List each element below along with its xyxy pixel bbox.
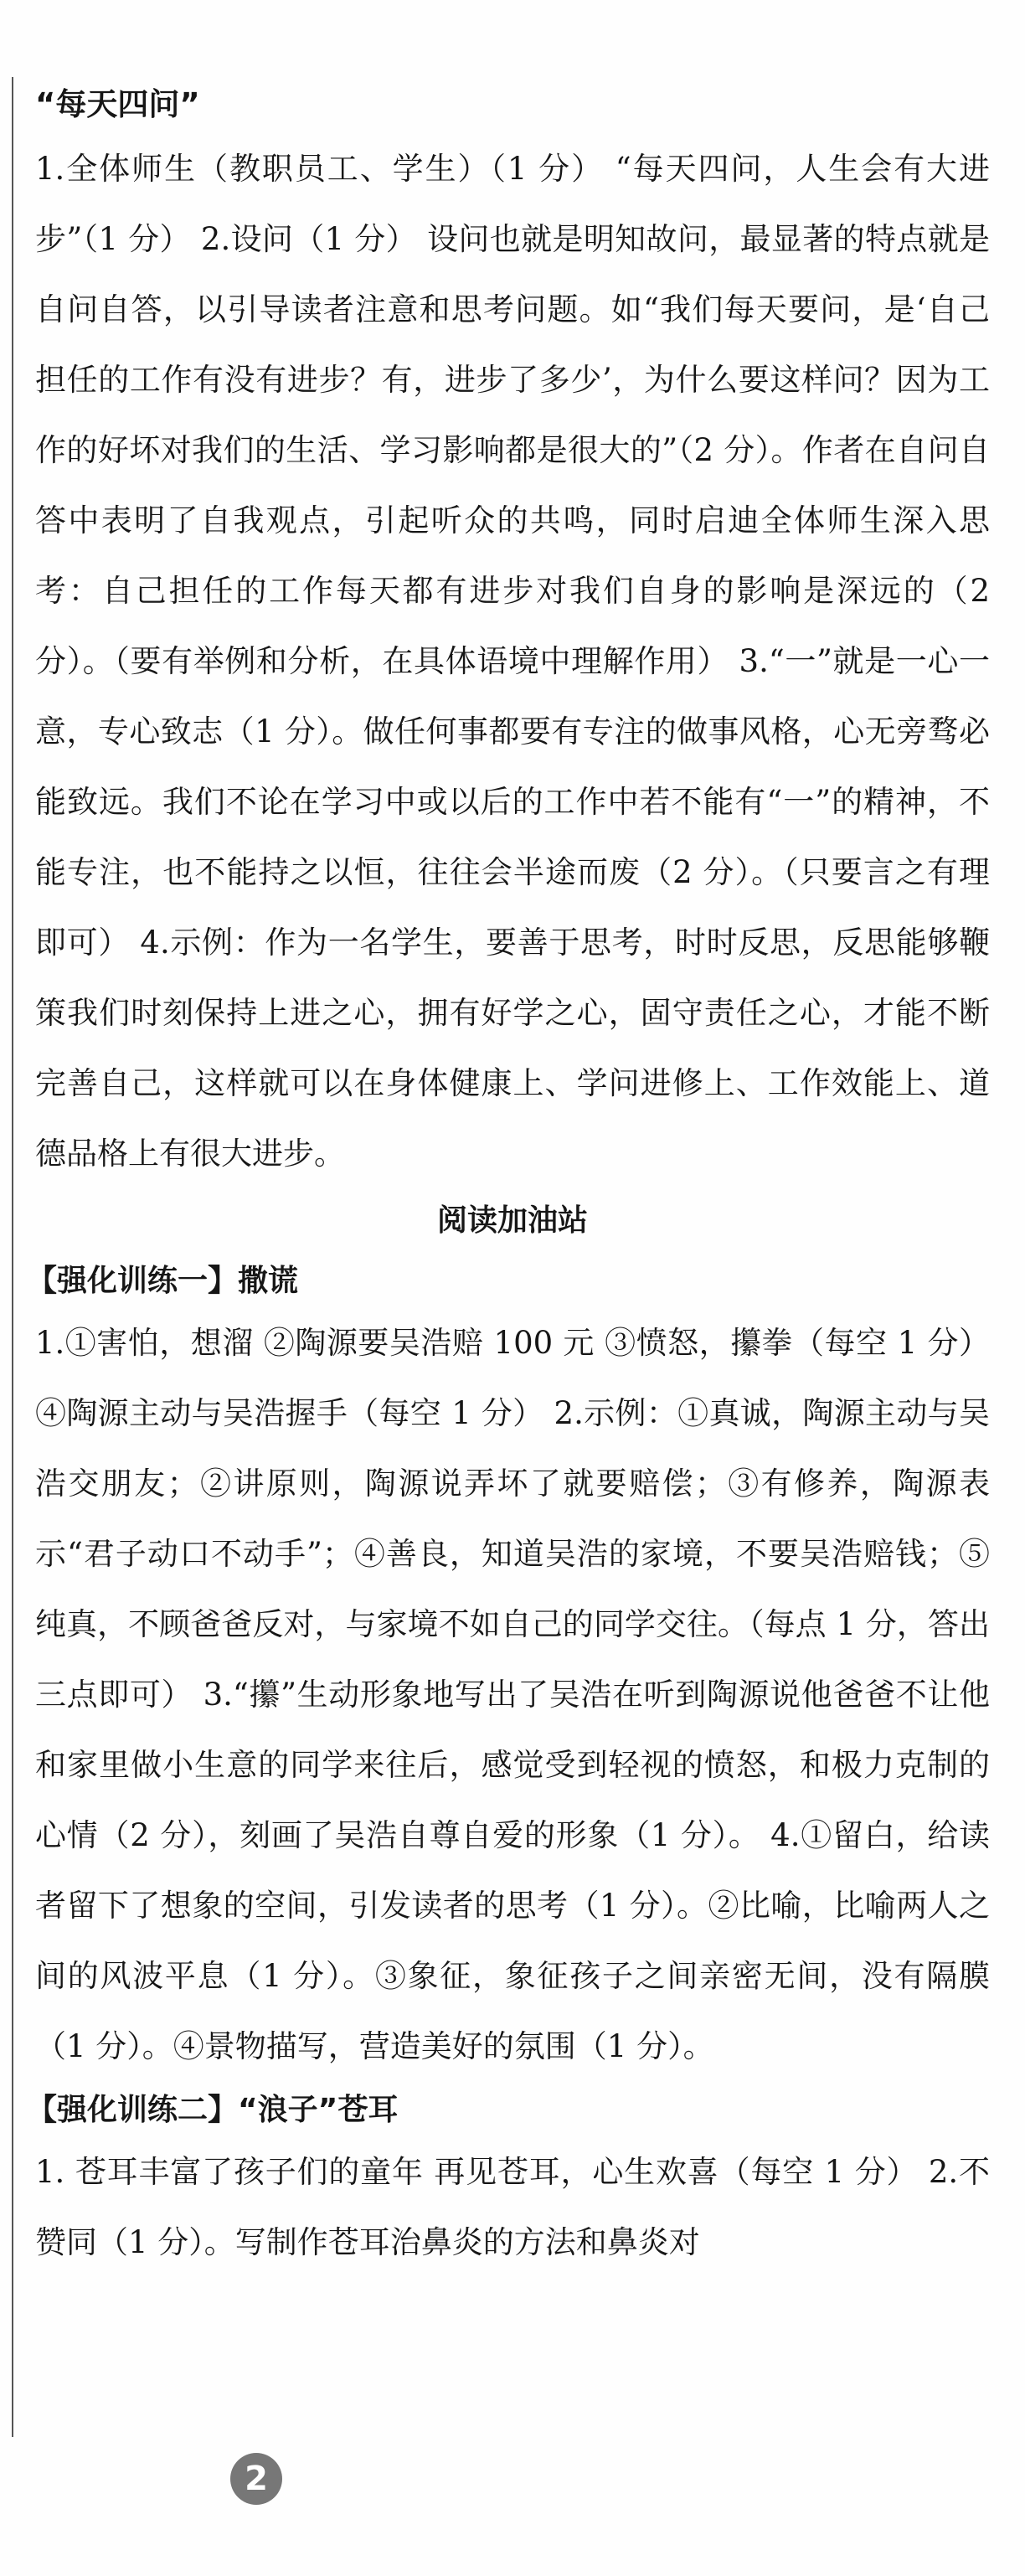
exercise-2-heading: 【强化训练二】“浪子”苍耳 xyxy=(27,2093,399,2127)
exercise-1-answer-paragraph: 1.①害怕，想溜 ②陶源要吴浩赔 100 元 ③愤怒，攥拳（每空 1 分） ④陶源主动与吴浩握手（每空 1 分） 2.示例：①真诚，陶源主动与吴浩交朋友；②讲原则，陶源说弄坏了就要赔偿；③有修养，陶源表示“君子动口不动手”；④善良，知道吴浩的家境，不要吴浩赔钱；⑤纯真，不顾爸爸反对，与家境不如自己的同学交往。（每点 1 分，答出三点即可） 3.“攥”生动形象地写出了吴浩在听到陶源说他爸爸不让他和家里做小生意的同学来往后，感觉受到轻视的愤怒，和极力克制的心情（2 分），刻画了吴浩自尊自爱的形象（1 分）。 4.①留白，给读者留下了想象的空间，引发读者的思考（1 分）。②比喻，比喻两人之间的风波平息（1 分）。③象征，象征孩子之间亲密无间，没有隔膜（1 分）。④景物描写，营造美好的氛围（1 分）。 xyxy=(35,1325,990,2064)
article-answer-paragraph: 1.全体师生（教职员工、学生）（1 分） “每天四问，人生会有大进步”（1 分） 2.设问（1 分） 设问也就是明知故问，最显著的特点就是自问自答，以引导读者注意和思考问题。如“我们每天要问，是‘自己担任的工作有没有进步？有，进步了多少’，为什么要这样问？因为工作的好坏对我们的生活、学习影响都是很大的”（2 分）。作者在自问自答中表明了自我观点，引起听众的共鸣，同时启迪全体师生深入思考：自己担任的工作每天都有进步对我们自身的影响是深远的（2 分）。（要有举例和分析，在具体语境中理解作用） 3.“一”就是一心一意，专心致志（1 分）。做任何事都要有专注的做事风格，心无旁骛必能致远。我们不论在学习中或以后的工作中若不能有“一”的精神，不能专注，也不能持之以恒，往往会半途而废（2 分）。（只要言之有理即可） 4.示例：作为一名学生，要善于思考，时时反思，反思能够鞭策我们时刻保持上进之心，拥有好学之心，固守责任之心，才能不断完善自己，这样就可以在身体健康上、学问进修上、工作效能上、道德品格上有很大进步。 xyxy=(35,151,990,1172)
exercise-1-heading: 【强化训练一】撒谎 xyxy=(27,1264,299,1298)
section-title: 阅读加油站 xyxy=(436,1203,588,1238)
left-margin-rule xyxy=(12,77,13,2437)
exercise-2-answer-paragraph: 1. 苍耳丰富了孩子们的童年 再见苍耳，心生欢喜（每空 1 分） 2.不赞同（1 分）。写制作苍耳治鼻炎的方法和鼻炎对 xyxy=(35,2154,990,2260)
page-content xyxy=(27,84,990,2278)
page-number-badge: 2 xyxy=(230,2453,282,2505)
article-heading: “每天四问” xyxy=(35,86,200,122)
